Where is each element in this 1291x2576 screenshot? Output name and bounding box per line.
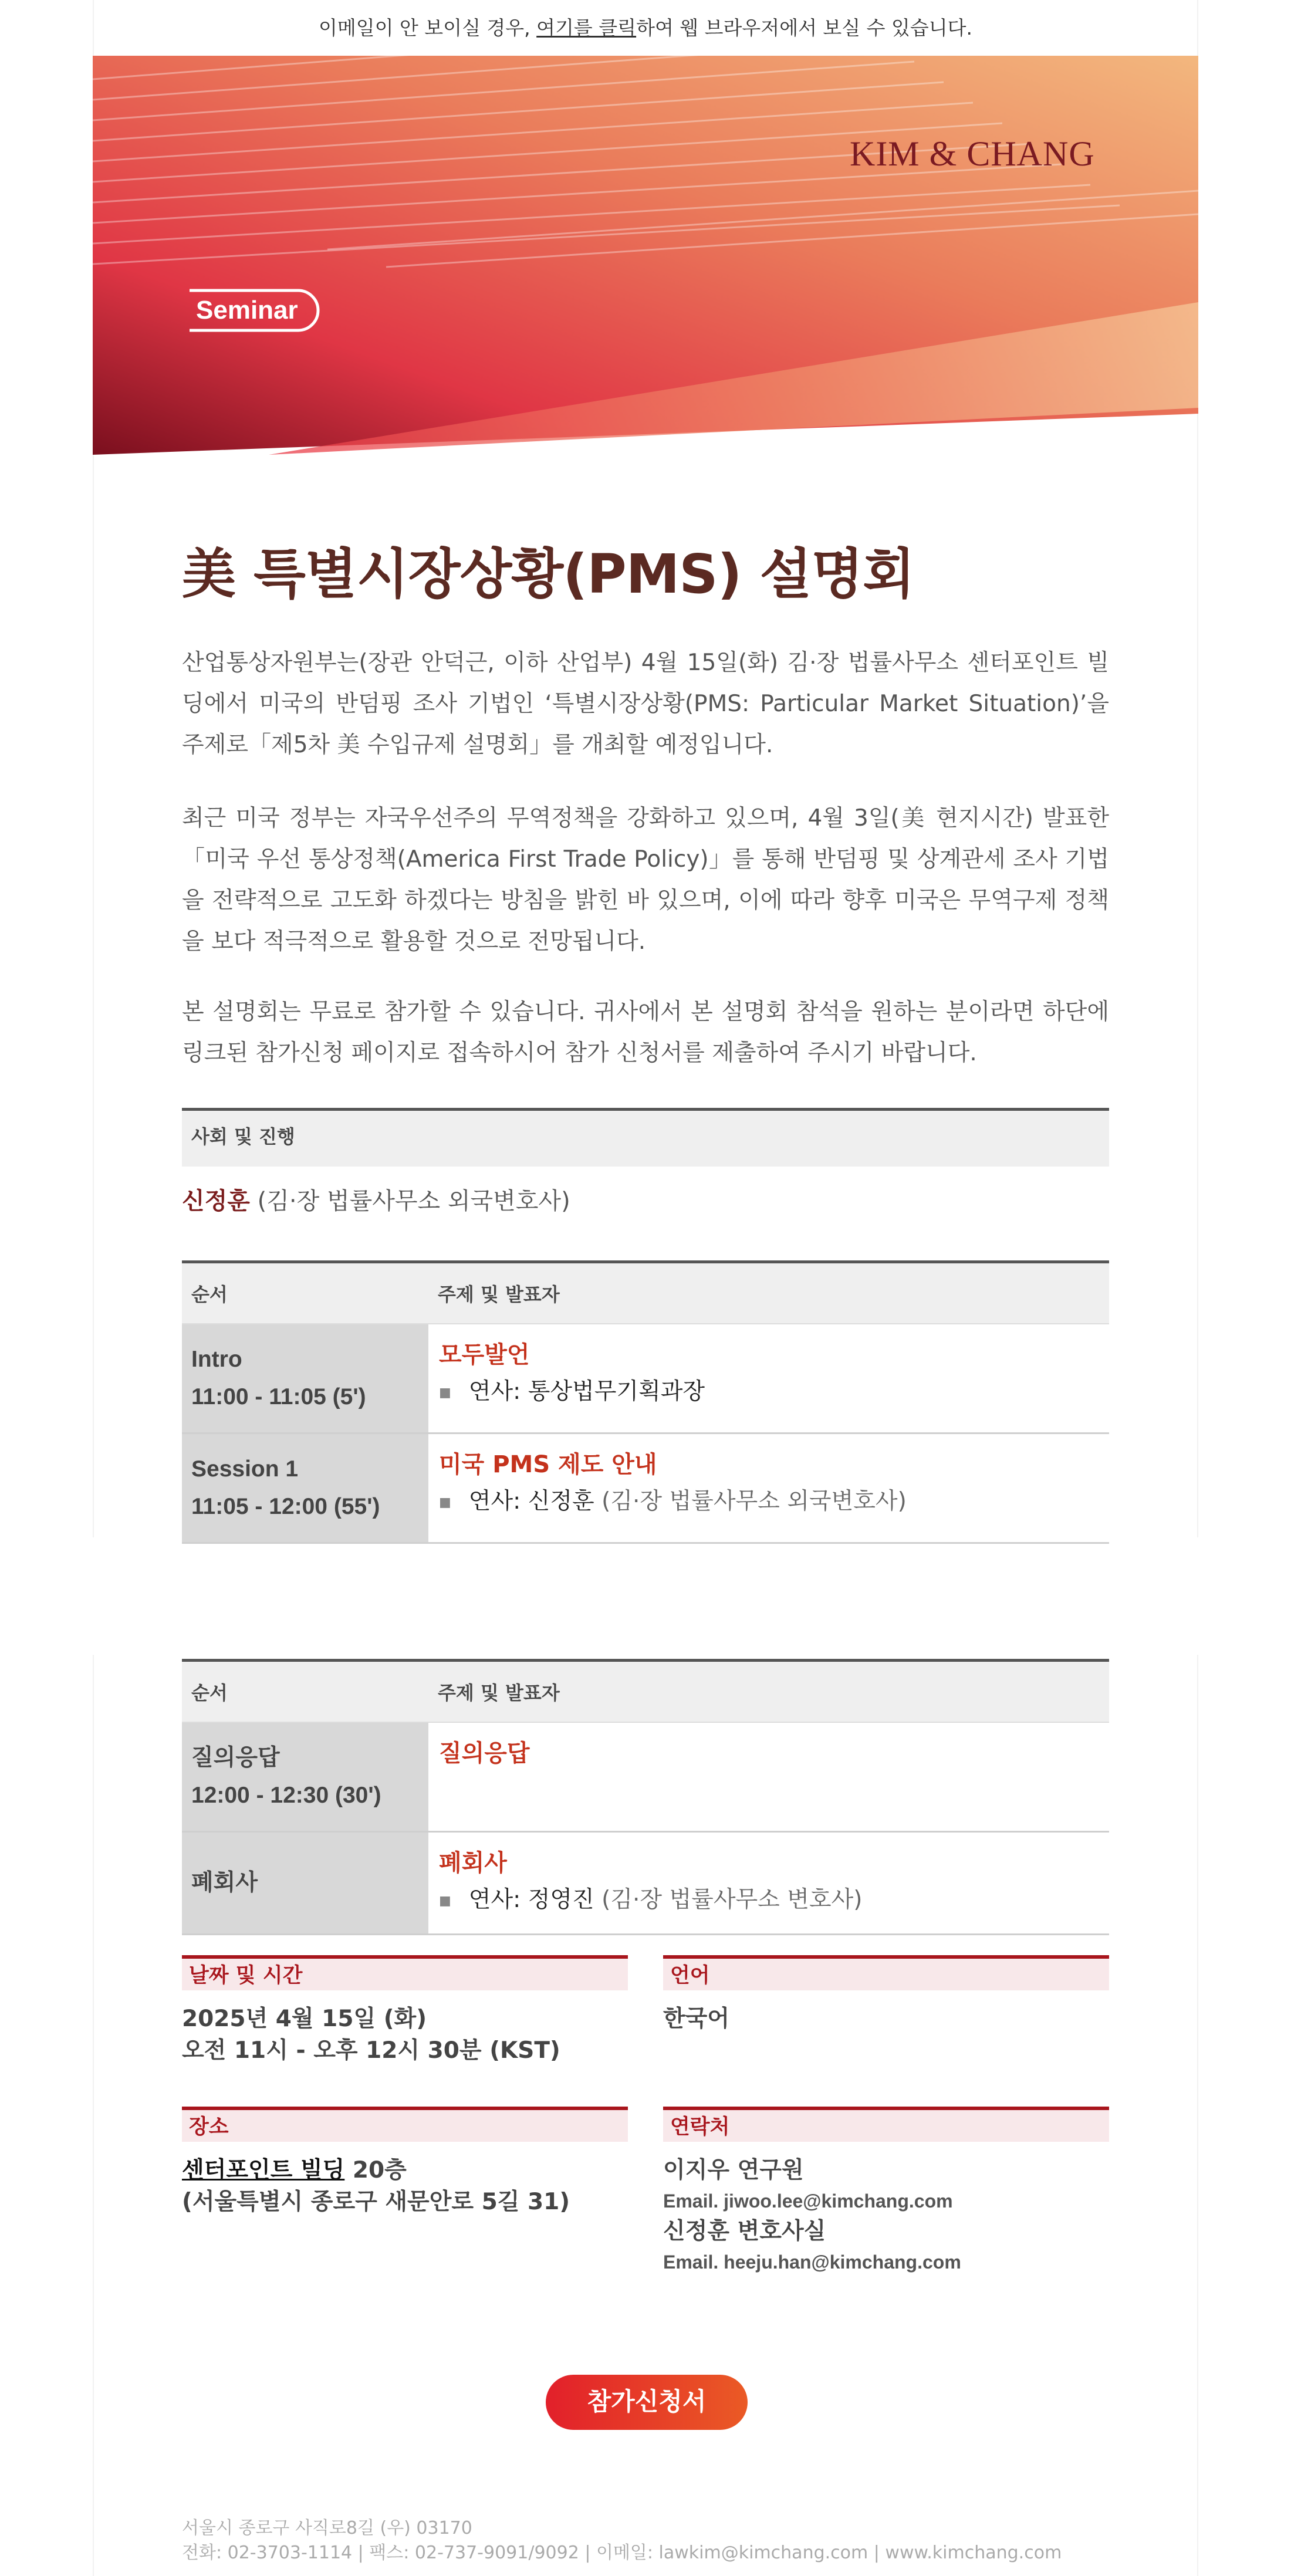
intro-paragraph-1: 산업통상자원부는(장관 안덕근, 이하 산업부) 4월 15일(화) 김·장 법률사무소 센터포인트 빌딩에서 미국의 반덤핑 조사 기법인 ‘특별시장상황(PMS: Particular Market Situation)’을 주제로「제5차 美 수입규제 설명회」를 개최할 예정입니다. xyxy=(182,650,1109,758)
page-title: 美 특별시장상황(PMS) 설명회 xyxy=(182,543,915,606)
language-box xyxy=(663,1955,1109,2035)
agenda-slot: 폐회사 xyxy=(182,1832,428,1935)
agenda-col-topic: 주제 및 발표자 xyxy=(428,1661,1109,1723)
agenda-col-order: 순서 xyxy=(182,1262,428,1324)
agenda-table-2 xyxy=(182,1659,1109,1935)
agenda-row xyxy=(182,1434,1109,1543)
agenda-row xyxy=(182,1832,1109,1935)
contact-name-1: 이지우 연구원 xyxy=(663,2157,804,2183)
contact-name-2: 신정훈 변호사실 xyxy=(663,2218,826,2244)
datetime-box xyxy=(182,1955,628,2067)
event-time: 오전 11시 - 오후 12시 30분 (KST) xyxy=(182,2037,560,2064)
seminar-label: Seminar xyxy=(196,296,298,324)
bullet-icon: ■ xyxy=(439,1893,451,1908)
venue-link[interactable]: 센터포인트 빌딩 xyxy=(182,2157,345,2183)
agenda-speaker: ■ 연사: 신정훈 (김·장 법률사무소 외국변호사) xyxy=(439,1488,907,1515)
agenda-detail xyxy=(428,1324,1109,1434)
intro-paragraph-3: 본 설명회는 무료로 참가할 수 있습니다. 귀사에서 본 설명회 참석을 원하는 분이라면 하단에 링크된 참가신청 페이지로 접속하시어 참가 신청서를 제출하여 주시기 바랍니다. xyxy=(182,999,1109,1066)
mc-name: 신정훈 xyxy=(182,1188,250,1215)
brand-logo: KIM & CHANG xyxy=(850,134,1095,173)
agenda-topic: 모두발언 xyxy=(439,1341,530,1368)
venue-label: 장소 xyxy=(182,2107,628,2142)
agenda-detail xyxy=(428,1434,1109,1543)
bullet-icon: ■ xyxy=(439,1385,451,1400)
language-label: 언어 xyxy=(663,1955,1109,1990)
agenda-header-row xyxy=(182,1262,1109,1324)
contact-email-1[interactable]: Email. jiwoo.lee@kimchang.com xyxy=(663,2190,953,2212)
agenda-row xyxy=(182,1324,1109,1434)
agenda-topic: 미국 PMS 제도 안내 xyxy=(439,1451,657,1478)
venue-address: (서울특별시 종로구 새문안로 5길 31) xyxy=(182,2189,570,2215)
agenda-slot: 질의응답 12:00 - 12:30 (30') xyxy=(182,1722,428,1832)
mc-section-header: 사회 및 진행 xyxy=(182,1108,1109,1167)
agenda-speaker: ■ 연사: 통상법무기획과장 xyxy=(439,1378,705,1405)
datetime-label: 날짜 및 시간 xyxy=(182,1955,628,1990)
intro-paragraph-2: 최근 미국 정부는 자국우선주의 무역정책을 강화하고 있으며, 4월 3일(美 현지시간) 발표한「미국 우선 통상정책(America First Trade Policy)」를 통해 반덤핑 및 상계관세 조사 기법을 전략적으로 고도화 하겠다는 방침을 밝힌 바 있으며, 이에 따라 향후 미국은 무역구제 정책을 보다 적극적으로 활용할 것으로 전망됩니다. xyxy=(182,805,1109,955)
event-date: 2025년 4월 15일 (화) xyxy=(182,2006,427,2032)
register-button[interactable]: 참가신청서 xyxy=(546,2375,748,2430)
agenda-row xyxy=(182,1722,1109,1832)
footer-address: 서울시 종로구 사직로8길 (우) 03170 xyxy=(182,2518,472,2538)
agenda-topic: 폐회사 xyxy=(439,1850,507,1877)
agenda-slot: Intro 11:00 - 11:05 (5') xyxy=(182,1324,428,1434)
contact-label: 연락처 xyxy=(663,2107,1109,2142)
agenda-col-topic: 주제 및 발표자 xyxy=(428,1262,1109,1324)
mc-info xyxy=(182,1182,570,1216)
agenda-detail xyxy=(428,1832,1109,1935)
bullet-icon: ■ xyxy=(439,1495,451,1510)
agenda-table-1 xyxy=(182,1260,1109,1544)
view-in-browser-link[interactable]: 여기를 클릭 xyxy=(536,16,637,39)
view-in-browser-note: 이메일이 안 보이실 경우, 여기를 클릭하여 웹 브라우저에서 보실 수 있습니다. xyxy=(318,16,973,39)
mc-affiliation: (김·장 법률사무소 외국변호사) xyxy=(249,1188,570,1215)
seminar-banner xyxy=(93,56,1198,455)
footer-contact: 전화: 02-3703-1114 | 팩스: 02-737-9091/9092 | 이메일: lawkim@kimchang.com | www.kimchang.com xyxy=(182,2543,1062,2563)
venue-box: 장소 센터포인트 빌딩 20층 (서울특별시 종로구 새문안로 5길 31) xyxy=(182,2107,628,2218)
agenda-col-order: 순서 xyxy=(182,1661,428,1723)
agenda-topic: 질의응답 xyxy=(439,1740,530,1767)
contact-box xyxy=(663,2107,1109,2277)
agenda-speaker: ■ 연사: 정영진 (김·장 법률사무소 변호사) xyxy=(439,1887,863,1913)
agenda-detail xyxy=(428,1722,1109,1832)
agenda-header-row xyxy=(182,1661,1109,1723)
language-value: 한국어 xyxy=(663,2006,730,2032)
contact-email-2[interactable]: Email. heeju.han@kimchang.com xyxy=(663,2252,961,2273)
agenda-slot: Session 1 11:05 - 12:00 (55') xyxy=(182,1434,428,1543)
